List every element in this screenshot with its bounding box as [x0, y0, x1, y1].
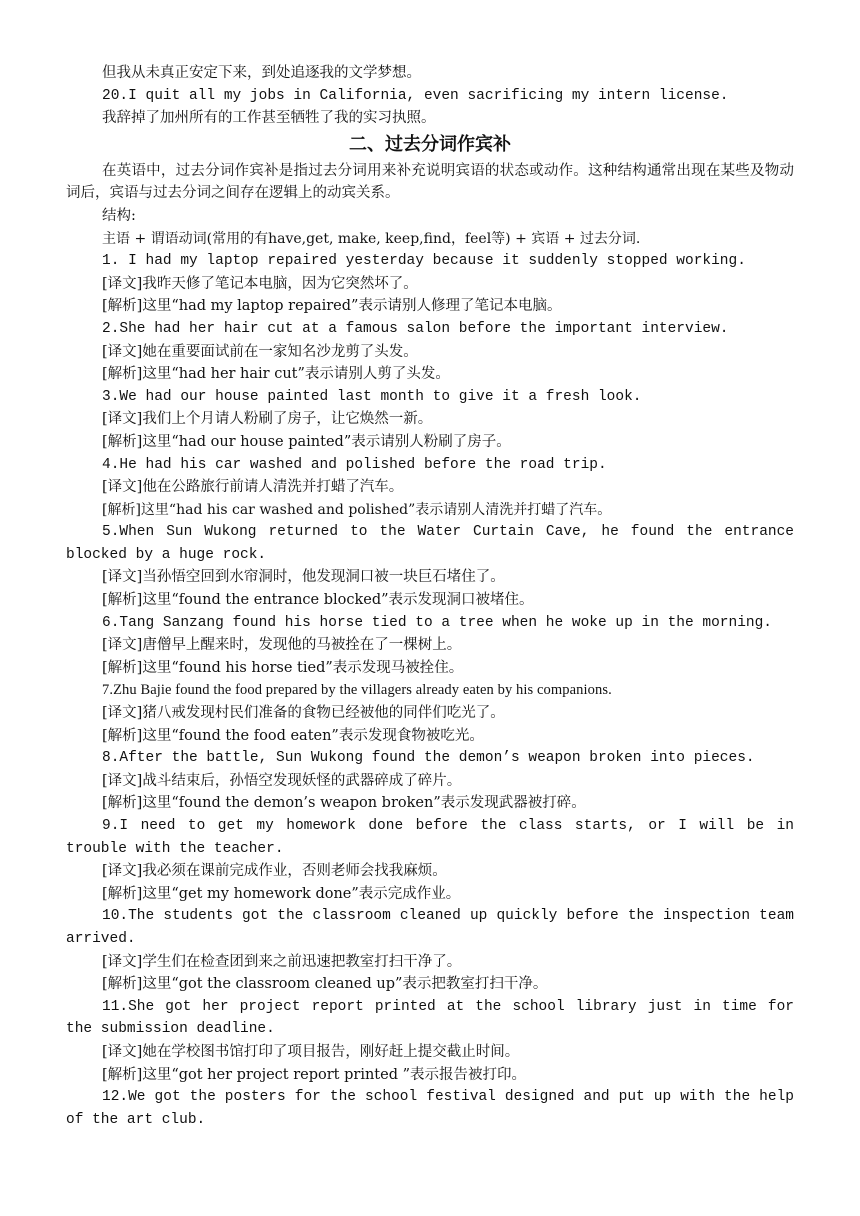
example-translation: [译文]猪八戒发现村民们准备的食物已经被他的同伴们吃光了。 — [102, 705, 505, 722]
text-line: 但我从未真正安定下来，到处追逐我的文学梦想。 — [102, 65, 421, 81]
example-translation: [译文]学生们在检查团到来之前迅速把教室打扫干净了。 — [102, 953, 462, 970]
example-sentence: 9.I need to get my homework done before the class starts, or I will be in trouble with the teacher. — [66, 818, 794, 857]
example-sentence: 2.She had her hair cut at a famous salon before the important interview. — [102, 320, 729, 337]
example-analysis: [解析]这里“got the classroom cleaned up”表示把教室打扫干净。 — [102, 976, 548, 993]
example-sentence: 3.We had our house painted last month to give it a fresh look. — [102, 388, 642, 405]
example-analysis: [解析]这里“found the entrance blocked”表示发现洞口被堵住。 — [102, 592, 534, 609]
example-translation: [译文]我昨天修了笔记本电脑，因为它突然坏了。 — [102, 275, 418, 292]
example-analysis: [解析]这里“found the food eaten”表示发现食物被吃光。 — [102, 727, 484, 744]
example-analysis: [解析]这里“had her hair cut”表示请别人剪了头发。 — [102, 366, 450, 383]
example-analysis: [解析]这里“had his car washed and polished”表示请别人清洗并打蜡了汽车。 — [102, 501, 612, 518]
section-heading: 二、过去分词作宾补 — [349, 133, 511, 155]
intro-paragraph: 在英语中，过去分词作宾补是指过去分词用来补充说明宾语的状态或动作。这种结构通常出现在某些及物动词后，宾语与过去分词之间存在逻辑上的动宾关系。 — [66, 162, 794, 202]
example-analysis: [解析]这里“get my homework done”表示完成作业。 — [102, 885, 461, 902]
example-sentence: 6.Tang Sanzang found his horse tied to a tree when he woke up in the morning. — [102, 614, 773, 631]
example-translation: [译文]我们上个月请人粉刷了房子，让它焕然一新。 — [102, 411, 433, 428]
example-translation: [译文]她在重要面试前在一家知名沙龙剪了头发。 — [102, 343, 418, 360]
example-sentence: 7.Zhu Bajie found the food prepared by the villagers already eaten by his companions. — [102, 682, 612, 699]
translation-line: 我辞掉了加州所有的工作甚至牺牲了我的实习执照。 — [102, 110, 436, 127]
example-translation: [译文]唐僧早上醒来时，发现他的马被拴在了一棵树上。 — [102, 637, 462, 654]
structure-formula: 主语 + 谓语动词(常用的有have,get, make, keep,find，feel等) + 宾语 + 过去分词. — [102, 230, 641, 247]
example-translation: [译文]我必须在课前完成作业，否则老师会找我麻烦。 — [102, 863, 447, 880]
example-analysis: [解析]这里“found his horse tied”表示发现马被拴住。 — [102, 659, 464, 676]
example-sentence: 11.She got her project report printed at the school library just in time for the submission deadline. — [66, 998, 794, 1038]
example-sentence: 12.We got the posters for the school festival designed and put up with the help of the art club. — [66, 1089, 794, 1128]
example-analysis: [解析]这里“found the demon’s weapon broken”表示发现武器被打碎。 — [102, 795, 586, 812]
example-analysis: [解析]这里“got her project report printed ”表示报告被打印。 — [102, 1066, 527, 1083]
example-analysis: [解析]这里“had my laptop repaired”表示请别人修理了笔记本电脑。 — [102, 298, 562, 315]
example-sentence: 1. I had my laptop repaired yesterday because it suddenly stopped working. — [102, 253, 746, 270]
example-sentence: 4.He had his car washed and polished before the road trip. — [102, 456, 607, 473]
structure-label: 结构: — [102, 207, 136, 224]
example-analysis: [解析]这里“had our house painted”表示请别人粉刷了房子。 — [102, 433, 511, 450]
example-translation: [译文]她在学校图书馆打印了项目报告，刚好赶上提交截止时间。 — [102, 1043, 520, 1060]
english-sentence: 20.I quit all my jobs in California, even sacrificing my intern license. — [102, 87, 729, 104]
document-page — [66, 62, 794, 1131]
example-sentence: 10.The students got the classroom cleaned up quickly before the inspection team arrived. — [66, 908, 794, 947]
example-translation: [译文]他在公路旅行前请人清洗并打蜡了汽车。 — [102, 479, 404, 496]
example-translation: [译文]战斗结束后，孙悟空发现妖怪的武器碎成了碎片。 — [102, 772, 462, 789]
example-sentence: 5.When Sun Wukong returned to the Water Curtain Cave, he found the entrance blocked by a huge rock. — [66, 524, 794, 563]
example-sentence: 8.After the battle, Sun Wukong found the demon’s weapon broken into pieces. — [102, 750, 755, 767]
example-translation: [译文]当孙悟空回到水帘洞时，他发现洞口被一块巨石堵住了。 — [102, 569, 505, 586]
